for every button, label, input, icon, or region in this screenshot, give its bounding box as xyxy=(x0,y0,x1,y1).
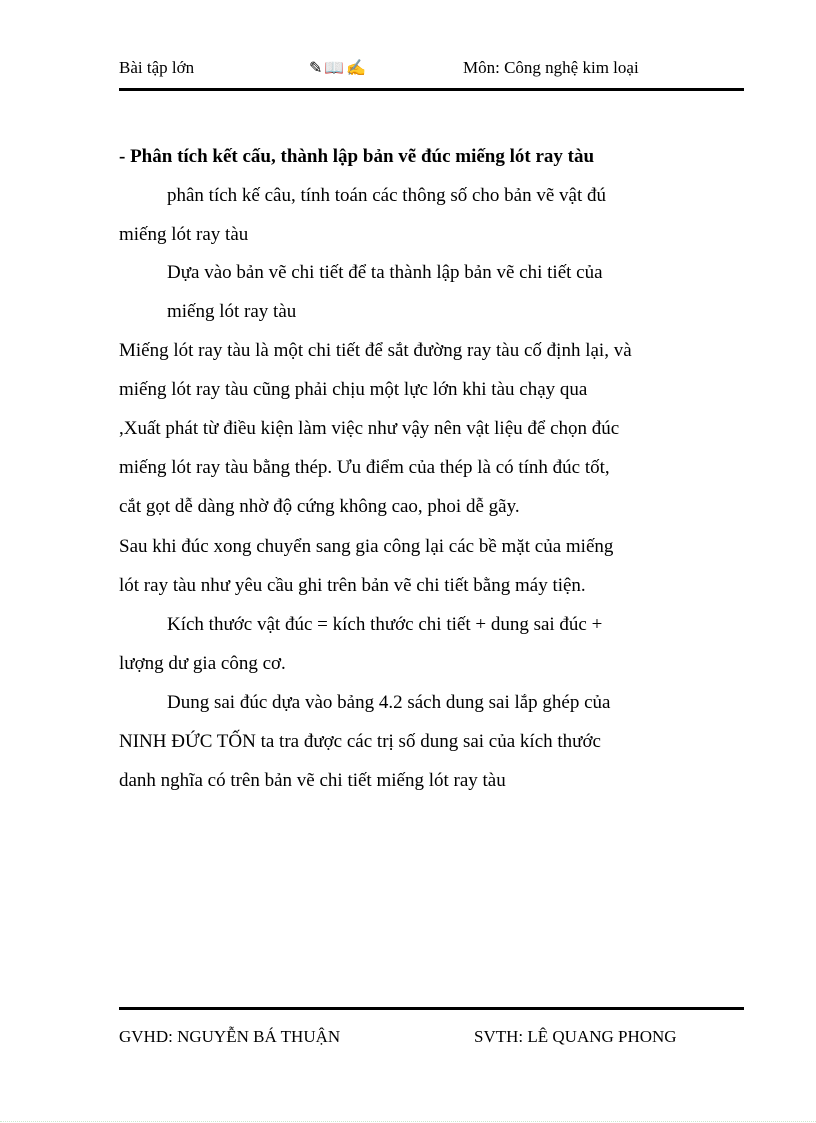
text-line: Kích thước vật đúc = kích thước chi tiết + dung sai đúc + xyxy=(167,614,603,635)
book-pen-icon: ✎📖✍ xyxy=(309,60,369,77)
page-edge xyxy=(0,1121,816,1122)
text-line: miếng lót ray tàu xyxy=(167,301,297,322)
footer-rule xyxy=(119,1007,744,1010)
text-line: phân tích kế câu, tính toán các thông số cho bản vẽ vật đú xyxy=(167,185,606,206)
text-line: miếng lót ray tàu xyxy=(119,224,249,245)
text-line: lót ray tàu như yêu cầu ghi trên bản vẽ chi tiết bằng máy tiện. xyxy=(119,575,586,596)
footer-student: SVTH: LÊ QUANG PHONG xyxy=(474,1027,677,1046)
text-line: Miếng lót ray tàu là một chi tiết để sắt đường ray tàu cố định lại, và xyxy=(119,340,632,361)
text-line: Dựa vào bản vẽ chi tiết để ta thành lập bản vẽ chi tiết của xyxy=(167,262,603,283)
section-heading: - Phân tích kết cấu, thành lập bản vẽ đúc miếng lót ray tàu xyxy=(119,146,595,167)
footer-advisor: GVHD: NGUYỄN BÁ THUẬN xyxy=(119,1027,341,1046)
text-line: danh nghĩa có trên bản vẽ chi tiết miếng lót ray tàu xyxy=(119,770,506,791)
header-left: Bài tập lớn xyxy=(119,58,195,77)
header-rule xyxy=(119,88,744,91)
text-line: Dung sai đúc dựa vào bảng 4.2 sách dung sai lắp ghép của xyxy=(167,692,611,713)
text-line: lượng dư gia công cơ. xyxy=(119,653,286,674)
text-line: NINH ĐỨC TỐN ta tra được các trị số dung sai của kích thước xyxy=(119,731,601,752)
text-line: Sau khi đúc xong chuyển sang gia công lại các bề mặt của miếng xyxy=(119,536,614,557)
text-line: cắt gọt dễ dàng nhờ độ cứng không cao, phoi dễ gãy. xyxy=(119,496,520,517)
text-line: ,Xuất phát từ điều kiện làm việc như vậy nên vật liệu để chọn đúc xyxy=(119,418,620,439)
text-line: miếng lót ray tàu cũng phải chịu một lực lớn khi tàu chạy qua xyxy=(119,379,588,400)
text-line: miếng lót ray tàu bằng thép. Ưu điểm của thép là có tính đúc tốt, xyxy=(119,457,610,478)
header-right: Môn: Công nghệ kim loại xyxy=(463,58,639,77)
